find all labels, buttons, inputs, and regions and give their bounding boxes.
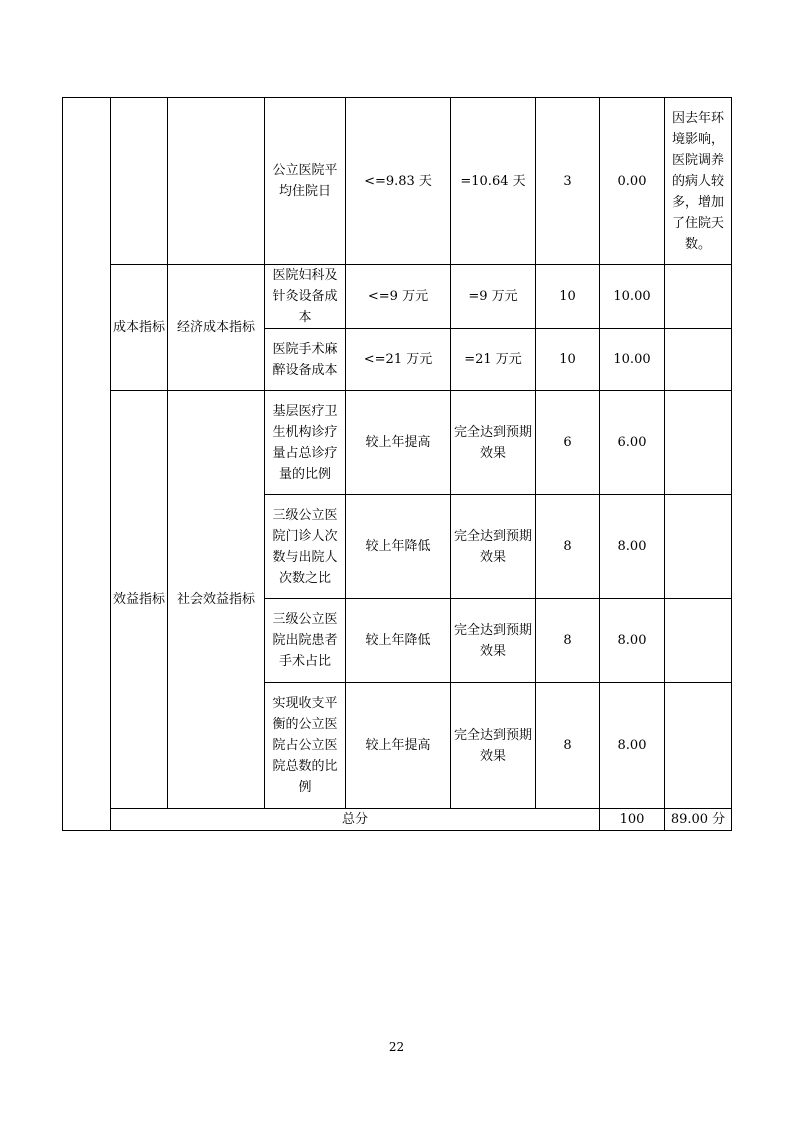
weight-cell: 10	[536, 265, 600, 329]
actual-cell: 完全达到预期效果	[451, 683, 536, 809]
total-weight: 100	[600, 809, 665, 831]
weight-cell: 8	[536, 683, 600, 809]
indicator-cell: 三级公立医院门诊人次数与出院人次数之比	[265, 495, 346, 599]
remark-cell	[665, 683, 732, 809]
remark-cell	[665, 391, 732, 495]
target-cell: 较上年提高	[346, 391, 451, 495]
target-cell: <=9 万元	[346, 265, 451, 329]
score-cell: 8.00	[600, 495, 665, 599]
table-row	[63, 98, 732, 265]
target-cell: <=9.83 天	[346, 98, 451, 265]
weight-cell: 6	[536, 391, 600, 495]
level1-blank-cell	[111, 98, 168, 265]
indicator-cell: 实现收支平衡的公立医院占公立医院总数的比例	[265, 683, 346, 809]
actual-cell: =10.64 天	[451, 98, 536, 265]
target-cell: 较上年降低	[346, 599, 451, 683]
score-cell: 10.00	[600, 265, 665, 329]
total-score: 89.00 分	[665, 809, 732, 831]
table-row	[63, 265, 732, 329]
performance-table	[62, 97, 732, 831]
economic-cost-indicator: 经济成本指标	[168, 265, 265, 391]
weight-cell: 8	[536, 495, 600, 599]
target-cell: 较上年提高	[346, 683, 451, 809]
remark-cell: 因去年环境影响，医院调养的病人较多，增加了住院天数。	[665, 98, 732, 265]
actual-cell: =9 万元	[451, 265, 536, 329]
score-cell: 0.00	[600, 98, 665, 265]
actual-cell: 完全达到预期效果	[451, 495, 536, 599]
target-cell: 较上年降低	[346, 495, 451, 599]
remark-cell	[665, 495, 732, 599]
score-cell: 6.00	[600, 391, 665, 495]
weight-cell: 10	[536, 329, 600, 391]
outer-blank-cell	[63, 98, 111, 831]
cost-indicator-category: 成本指标	[111, 265, 168, 391]
target-cell: <=21 万元	[346, 329, 451, 391]
score-cell: 8.00	[600, 683, 665, 809]
weight-cell: 8	[536, 599, 600, 683]
page-number: 22	[388, 1040, 405, 1054]
actual-cell: 完全达到预期效果	[451, 391, 536, 495]
score-cell: 8.00	[600, 599, 665, 683]
indicator-cell: 三级公立医院出院患者手术占比	[265, 599, 346, 683]
benefit-indicator-category: 效益指标	[111, 391, 168, 809]
remark-cell	[665, 265, 732, 329]
total-row	[63, 809, 732, 831]
actual-cell: =21 万元	[451, 329, 536, 391]
total-label: 总分	[111, 809, 600, 831]
remark-cell	[665, 329, 732, 391]
remark-cell	[665, 599, 732, 683]
score-cell: 10.00	[600, 329, 665, 391]
indicator-cell: 医院手术麻醉设备成本	[265, 329, 346, 391]
weight-cell: 3	[536, 98, 600, 265]
indicator-cell: 医院妇科及针灸设备成本	[265, 265, 346, 329]
indicator-cell: 基层医疗卫生机构诊疗量占总诊疗量的比例	[265, 391, 346, 495]
level2-blank-cell	[168, 98, 265, 265]
indicator-cell: 公立医院平均住院日	[265, 98, 346, 265]
social-benefit-indicator: 社会效益指标	[168, 391, 265, 809]
actual-cell: 完全达到预期效果	[451, 599, 536, 683]
table-row	[63, 391, 732, 495]
